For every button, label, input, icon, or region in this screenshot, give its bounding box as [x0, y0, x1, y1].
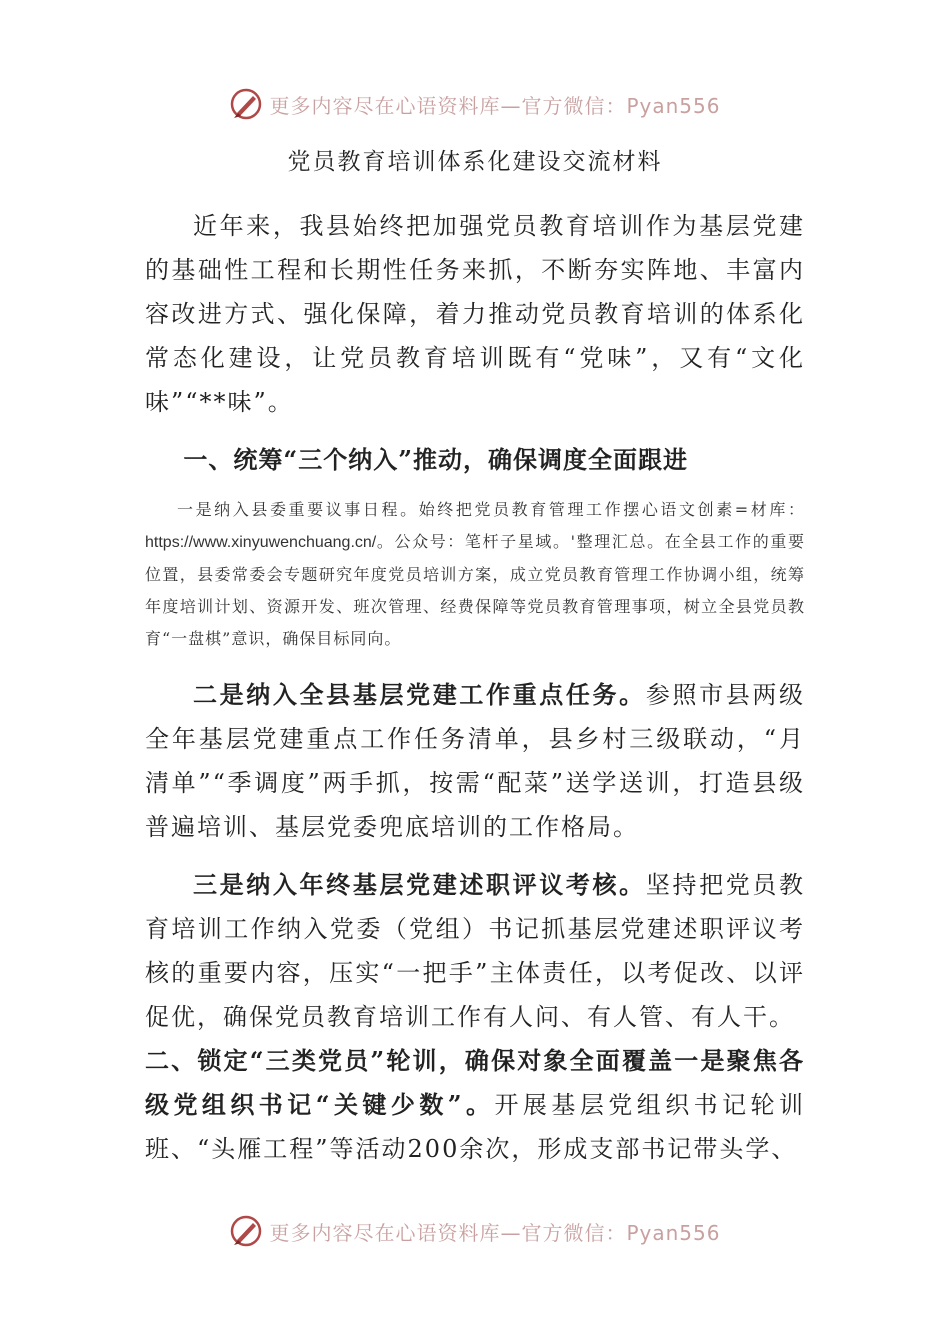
- item-2-lead: 二是纳入全县基层党建工作重点任务。: [193, 680, 646, 709]
- item-3-lead: 三是纳入年终基层党建述职评议考核。: [193, 870, 646, 899]
- section-1-heading: 一、统筹“三个纳入”推动，确保调度全面跟进: [183, 445, 688, 474]
- item-2-body: 参照市县两级全年基层党建重点工作任务清单，县乡村三级联动，“月清单”“季调度”两手抓，按需“配菜”送学送训，打造县级普遍培训、基层党委兜底培训的工作格局。: [145, 681, 806, 841]
- item-1-url: https://www.xinyuwenchuang.cn/: [145, 534, 377, 551]
- intro-paragraph: 近年来，我县始终把加强党员教育培训作为基层党建的基础性工程和长期性任务来抓，不断夯实阵地、丰富内容改进方式、强化保障，着力推动党员教育培训的体系化常态化建设，让党员教育培训既有“党味”，又有“文化味”“**味”。: [145, 212, 805, 416]
- item-1-text-a: 一是纳入县委重要议事日程。始终把党员教育管理工作摆心语文创素=材库：: [177, 500, 805, 519]
- watermark-header: [0, 84, 950, 124]
- section-2-lead: 二、锁定“三类党员”轮训，确保对象全面覆盖一是聚焦各级党组织书记“关键少数”。: [145, 1046, 805, 1119]
- item-1-paragraph: [145, 494, 805, 655]
- pen-logo-icon: [229, 1214, 263, 1248]
- item-2-paragraph: [145, 673, 805, 849]
- item-3-paragraph: [145, 863, 805, 1039]
- item-3-body: 坚持把党员教育培训工作纳入党委（党组）书记抓基层党建述职评议考核的重要内容，压实“一把手”主体责任，以考促改、以评促优，确保党员教育培训工作有人问、有人管、有人干。: [145, 871, 806, 1031]
- section-2-paragraph: [145, 1039, 805, 1171]
- item-1-text-b: 。公众号：笔杆子星域。'整理汇总。在全县工作的重要位置，县委常委会专题研究年度党员培训方案，成立党员教育管理工作协调小组，统筹年度培训计划、资源开发、班次管理、经费保障等党员教育管理事项，树立全县党员教育“一盘棋”意识，确保目标同向。: [145, 532, 805, 648]
- document-body: [145, 204, 805, 1171]
- pen-logo-icon: [229, 87, 263, 121]
- watermark-text: 更多内容尽在心语资料库—官方微信：Pyan556: [269, 1220, 721, 1245]
- page-title: 党员教育培训体系化建设交流材料: [287, 149, 663, 175]
- watermark-text: 更多内容尽在心语资料库—官方微信：Pyan556: [269, 93, 721, 118]
- section-2-body: 开展基层党组织书记轮训班、“头雁工程”等活动200余次，形成支部书记带头学、: [145, 1091, 806, 1163]
- watermark-footer: [0, 1211, 950, 1251]
